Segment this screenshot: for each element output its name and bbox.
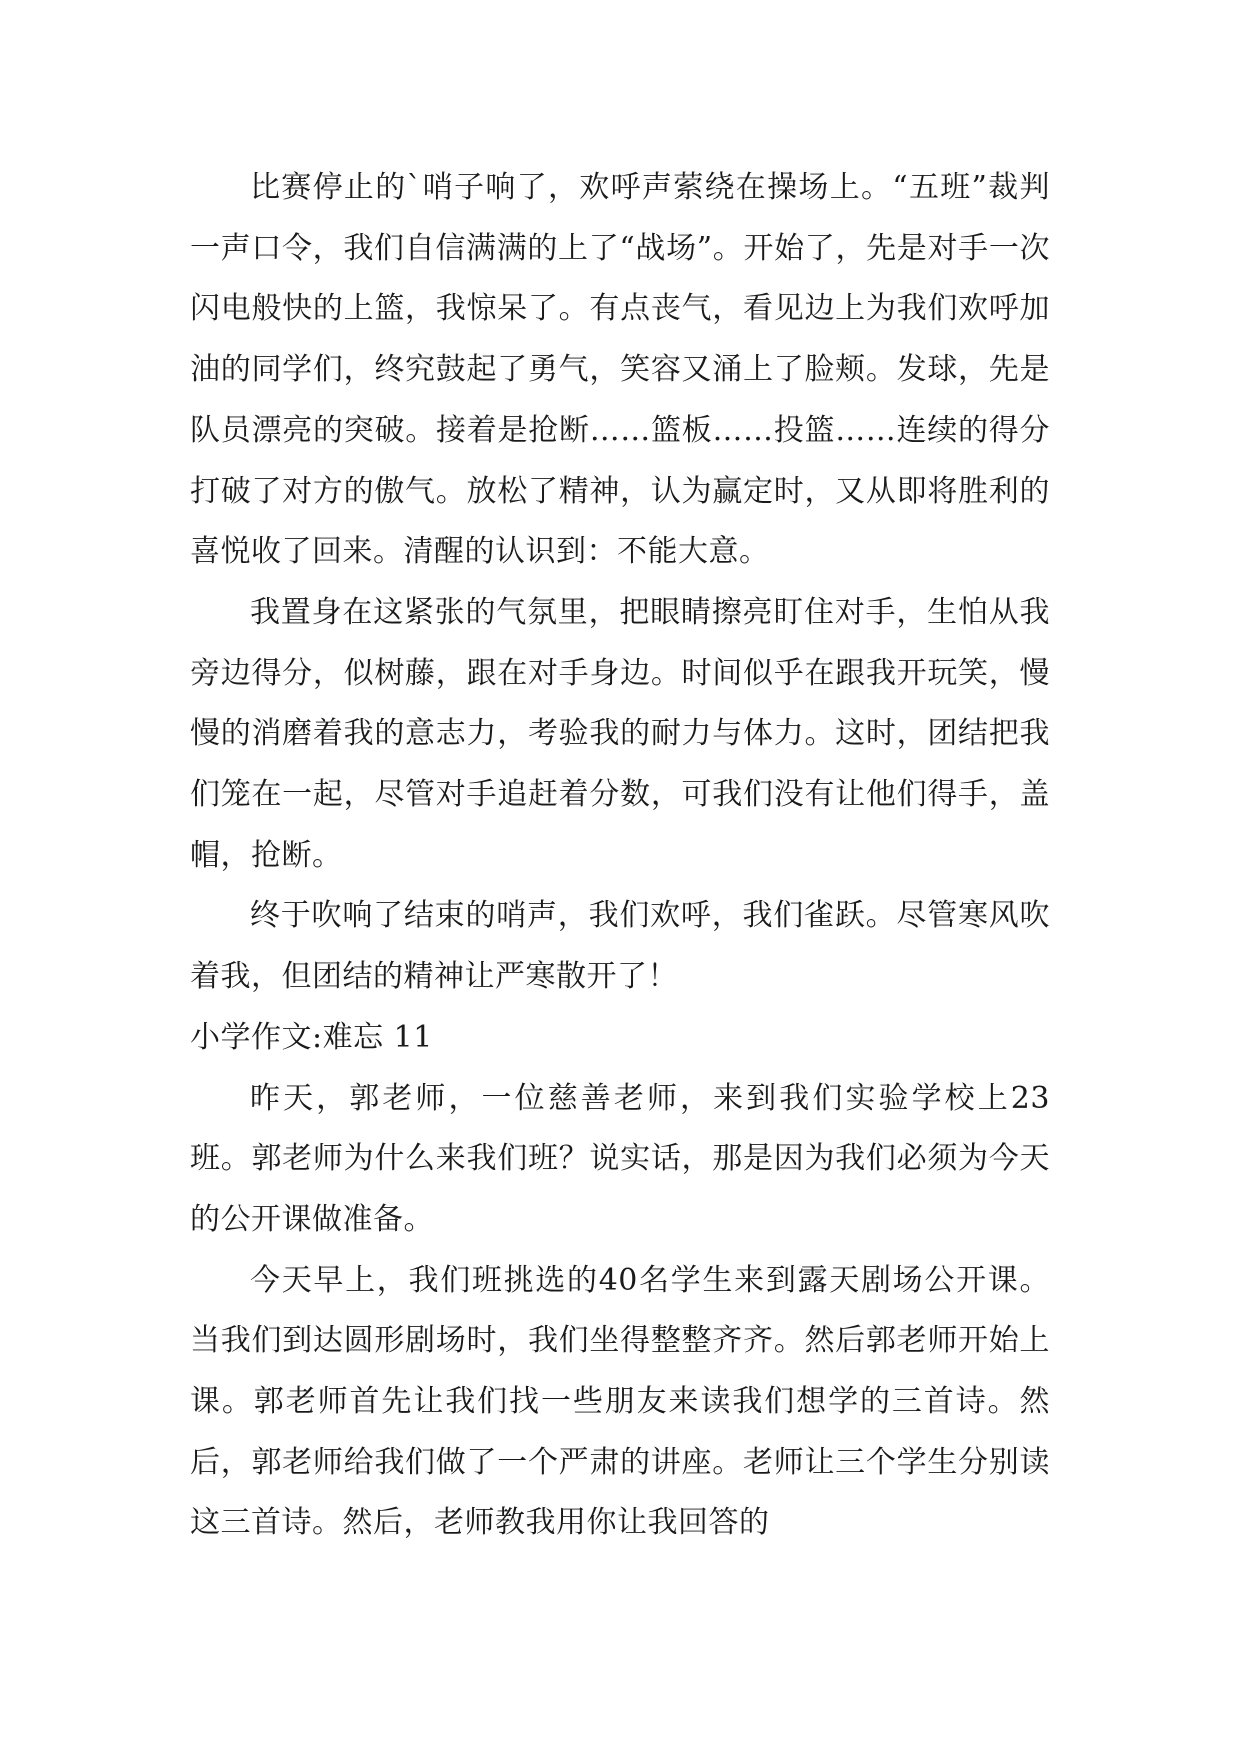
essay-heading: 小学作文:难忘 11 xyxy=(190,1019,433,1055)
paragraph-basketball-game: 比赛停止的`哨子响了，欢呼声萦绕在操场上。“五班”裁判一声口令，我们自信满满的上了“战场”。开始了，先是对手一次闪电般快的上篮，我惊呆了。有点丧气，看见边上为我们欢呼加油的同学们，终究鼓起了勇气，笑容又涌上了脸颊。发球，先是队员漂亮的突破。接着是抢断……篮板……投篮……连续的得分打破了对方的傲气。放松了精神，认为赢定时，又从即将胜利的喜悦收了回来。清醒的认识到：不能大意。 xyxy=(190,170,1050,570)
paragraph-tense-atmosphere: 我置身在这紧张的气氛里，把眼睛擦亮盯住对手，生怕从我旁边得分，似树藤，跟在对手身边。时间似乎在跟我开玩笑，慢慢的消磨着我的意志力，考验我的耐力与体力。这时，团结把我们笼在一起，尽管对手追赶着分数，可我们没有让他们得手，盖帽，抢断。 xyxy=(190,594,1050,873)
paragraph-final-whistle: 终于吹响了结束的哨声，我们欢呼，我们雀跃。尽管寒风吹着我，但团结的精神让严寒散开了！ xyxy=(190,898,1050,995)
paragraph-teacher-visit: 昨天，郭老师，一位慈善老师，来到我们实验学校上23班。郭老师为什么来我们班？说实话，那是因为我们必须为今天的公开课做准备。 xyxy=(190,1080,1050,1237)
paragraph-open-class: 今天早上，我们班挑选的40名学生来到露天剧场公开课。当我们到达圆形剧场时，我们坐得整整齐齐。然后郭老师开始上课。郭老师首先让我们找一些朋友来读我们想学的三首诗。然后，郭老师给我们做了一个严肃的讲座。老师让三个学生分别读这三首诗。然后，老师教我用你让我回答的 xyxy=(190,1262,1050,1541)
document-page xyxy=(190,158,1050,1554)
